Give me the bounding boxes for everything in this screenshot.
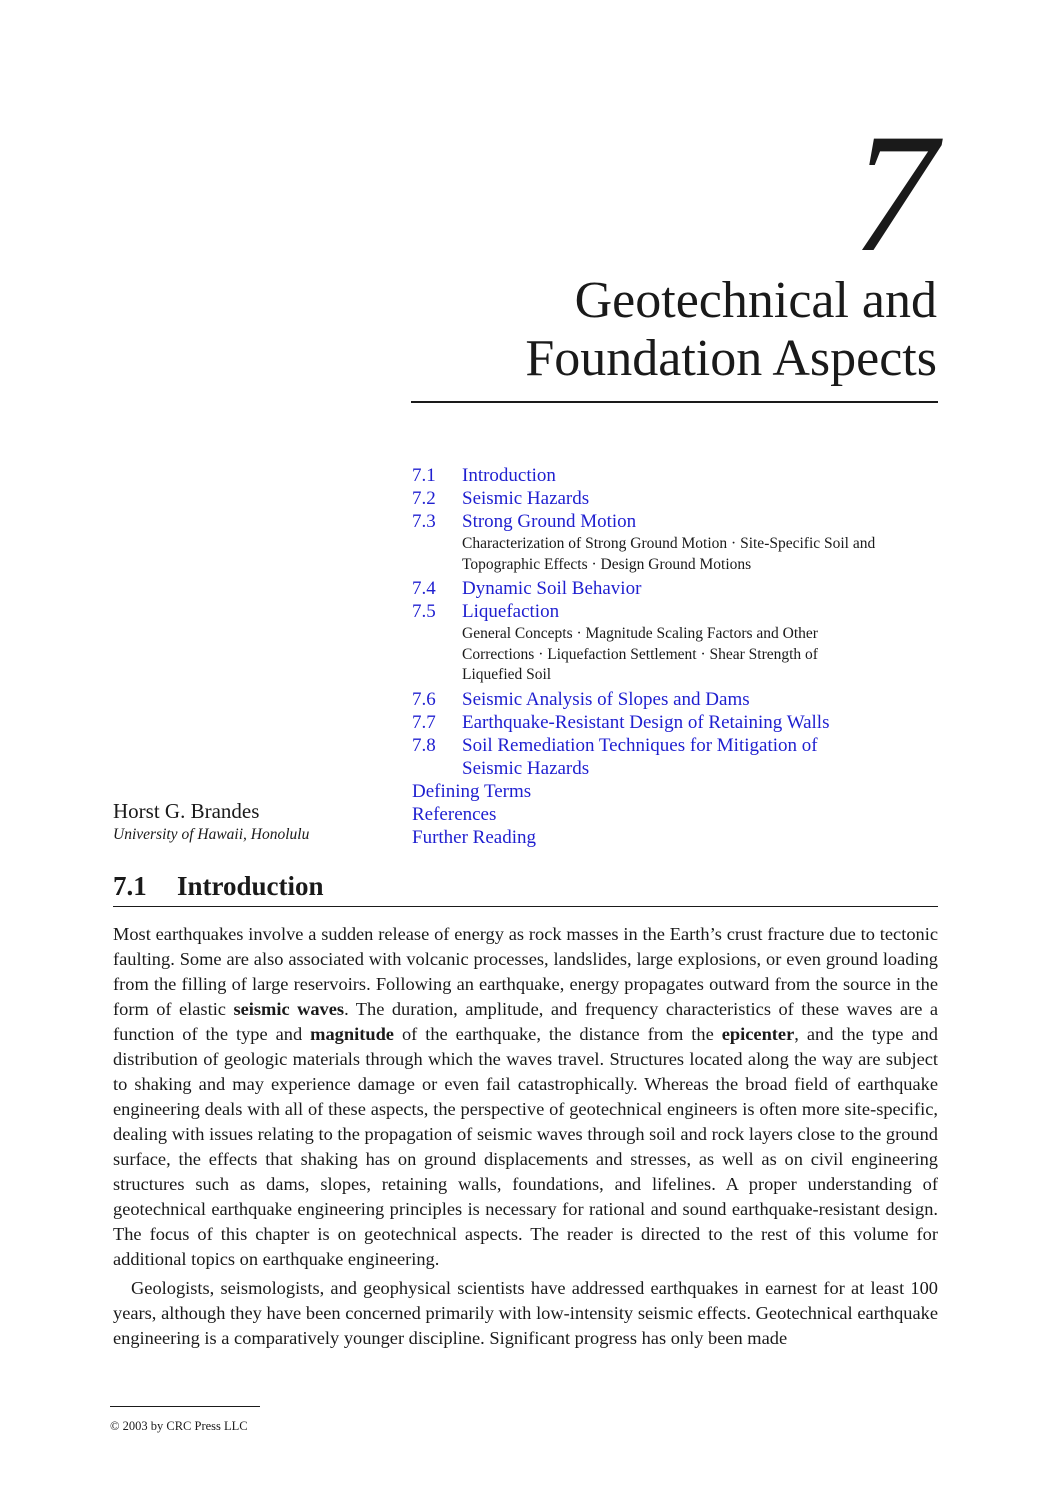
toc-number: 7.6 (412, 688, 436, 710)
section-number: 7.1 (113, 871, 147, 901)
toc-link-7-1[interactable] (412, 464, 942, 487)
chapter-title-line-1: Geotechnical and (574, 272, 937, 329)
toc-link-further-reading[interactable]: Further Reading (412, 826, 537, 848)
author-affiliation: University of Hawaii, Honolulu (113, 826, 310, 843)
chapter-number: 7 (852, 99, 937, 287)
toc-subtopics-7-3: Characterization of Strong Ground Motion · Site-Specific Soil and Topographic Effects · Design Ground Motions (462, 535, 876, 573)
copyright-notice: © 2003 by CRC Press LLC (110, 1419, 248, 1433)
body-text (113, 922, 938, 1351)
toc-link-7-7[interactable] (412, 711, 942, 734)
term-seismic-waves: seismic waves (233, 999, 345, 1019)
toc-number: 7.4 (412, 578, 436, 599)
toc-label: Seismic Analysis of Slopes and Dams (462, 688, 750, 710)
toc-label: Soil Remediation Techniques for Mitigation of Seismic Hazards (462, 734, 818, 779)
section-title: Introduction (177, 871, 324, 901)
toc-label: Introduction (462, 465, 556, 486)
toc-link-7-2[interactable] (412, 487, 942, 510)
p1-text-c: of the earthquake, the distance from the (393, 1024, 722, 1044)
p1-text-b: . The duration, amplitude, and frequency characteristics of these waves are a function of the type and (113, 999, 938, 1044)
chapter-title-line-2: Foundation Aspects (525, 330, 937, 387)
toc-link-defining-terms[interactable]: Defining Terms (412, 780, 532, 802)
toc-number: 7.1 (412, 465, 436, 486)
toc-link-7-5[interactable] (412, 600, 942, 623)
toc-number: 7.2 (412, 488, 436, 509)
term-epicenter: epicenter (721, 1024, 795, 1044)
toc-subtopics-7-5: General Concepts · Magnitude Scaling Factors and Other Corrections · Liquefaction Settlement · Shear Strength of Liquefied Soil (462, 625, 818, 683)
toc-link-7-8[interactable] (412, 734, 942, 780)
chapter-title (525, 272, 937, 388)
table-of-contents (412, 464, 942, 849)
toc-link-7-6[interactable] (412, 688, 942, 711)
toc-label: Seismic Hazards (462, 488, 590, 509)
term-magnitude: magnitude (310, 1024, 394, 1044)
toc-number: 7.7 (412, 711, 436, 733)
paragraph-1 (113, 922, 938, 1272)
toc-link-7-4[interactable] (412, 577, 942, 600)
author-name: Horst G. Brandes (113, 799, 260, 823)
toc-label: Strong Ground Motion (462, 511, 637, 532)
toc-link-7-3[interactable] (412, 510, 942, 533)
section-heading (113, 868, 938, 907)
toc-label: Liquefaction (462, 601, 560, 622)
toc-link-references[interactable]: References (412, 803, 497, 825)
p1-text-a: Most earthquakes involve a sudden release of energy as rock masses in the Earth’s crust fracture due to tectonic faulting. Some are also associated with volcanic processes, landslides, large explosions, or even ground loading from the filling of large reservoirs. Following an earthquake, energy propagates outward from the source in the form of elastic (113, 924, 938, 1019)
toc-number: 7.3 (412, 511, 436, 532)
toc-label: Dynamic Soil Behavior (462, 578, 642, 599)
footnote-divider (110, 1406, 260, 1407)
paragraph-2: Geologists, seismologists, and geophysical scientists have addressed earthquakes in earnest for at least 100 years, although they have been concerned primarily with low-intensity seismic effects. Geotechnical earthquake engineering is a comparatively younger discipline. Significant progress has only been made (113, 1278, 938, 1348)
toc-number: 7.5 (412, 601, 436, 622)
toc-number: 7.8 (412, 734, 436, 756)
author-block (113, 798, 309, 846)
toc-label: Earthquake-Resistant Design of Retaining Walls (462, 711, 830, 733)
title-divider (411, 401, 938, 403)
p1-text-d: , and the type and distribution of geologic materials through which the waves travel. Structures located along the way are subject to shaking and may experience damage or even fail catastrophically. Whereas the broad field of earthquake engineering deals with all of these aspects, the perspective of geotechnical engineers is often more site-specific, dealing with issues relating to the propagation of seismic waves through soil and rock layers close to the ground surface, the effects that shaking has on ground displacements and stresses, as well as on civil engineering structures such as dams, slopes, retaining walls, foundations, and lifelines. A proper understanding of geotechnical earthquake engineering principles is necessary for rational and sound earthquake-resistant design. The focus of this chapter is on geotechnical aspects. The reader is directed to the rest of this volume for additional topics on earthquake engineering. (113, 1024, 938, 1269)
